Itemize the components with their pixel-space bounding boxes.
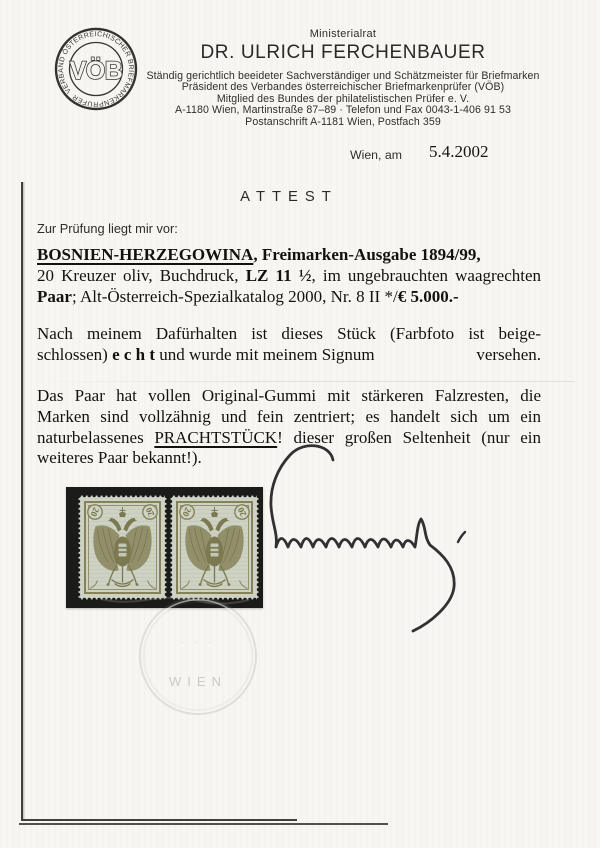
para3-line1: Das Paar hat vollen Original-Gummi mit stärkeren Falzresten, die — [37, 386, 541, 405]
text-segment: naturbelassenes — [37, 427, 155, 447]
letterhead-line: Präsident des Verbandes österreichischer Briefmarkenprüfer (VÖB) — [181, 81, 505, 94]
paragraph-condition — [37, 386, 541, 469]
paragraph-authenticity — [37, 324, 541, 366]
denomination-text: 20 Kreuzer oliv, Buchdruck, — [37, 265, 246, 285]
voeb-logo-seal — [46, 19, 146, 119]
frame-border-left — [21, 182, 23, 821]
dateline-date-value: 5.4.2002 — [429, 142, 489, 161]
pair-text: Paar — [37, 286, 72, 306]
perforation-text: LZ 11 ½ — [245, 265, 312, 285]
catalog-reference: ; Alt-Österreich-Spezialkatalog 2000, Nr. 8 II */ — [71, 286, 398, 306]
voeb-monogram: VÖB — [69, 57, 123, 85]
para3-line4: weiteres Paar bekannt!). — [37, 448, 202, 468]
para2-line1: Nach meinem Dafürhalten ist dieses Stück (Farbfoto ist beige- — [37, 324, 541, 343]
stamp-pair-photo — [66, 487, 263, 608]
seal-ornament-dots: · · · — [180, 637, 216, 648]
logo-ring-text: VERBAND ÖSTERREICHISCHER BRIEFMARKENPRÜFER — [57, 31, 135, 108]
paper-fold-line — [25, 381, 575, 382]
issue-name: , Freimarken-Ausgabe 1894/99, — [253, 245, 481, 264]
attest-intro-line: Zur Prüfung liegt mir vor: — [37, 221, 178, 236]
dateline-place-label: Wien, am — [350, 148, 402, 162]
catalog-value: € 5.000.- — [397, 286, 459, 306]
frame-border-bottom-inner — [21, 819, 297, 821]
paragraph-item-description — [37, 245, 541, 307]
text-segment: schlossen) — [37, 344, 113, 364]
para1-line3 — [37, 287, 541, 308]
para2-line2 — [37, 345, 541, 366]
embossed-seal — [139, 597, 257, 715]
letterhead-pretitle: Ministerialrat — [309, 28, 377, 40]
text-segment: ! dieser großen Seltenheit (nur ein — [277, 427, 541, 447]
seal-text: WIEN — [169, 674, 227, 689]
letterhead-line: Postanschrift A-1181 Wien, Postfach 359 — [245, 115, 441, 128]
para3-line3 — [37, 428, 541, 449]
letterhead-name: DR. ULRICH FERCHENBAUER — [200, 42, 486, 63]
prachtstueck-emphasis: PRACHTSTÜCK — [154, 427, 278, 447]
para2-line2-right: versehen. — [476, 344, 541, 364]
letterhead-lines — [143, 71, 543, 128]
letterhead-line: Mitglied des Bundes der philatelistischen Prüfer e. V. — [216, 92, 470, 105]
stamp-right — [171, 496, 259, 600]
stamp-left — [79, 496, 167, 600]
text-segment: und wurde mit meinem Signum — [155, 344, 375, 364]
para1-line1 — [37, 245, 541, 266]
attest-heading: ATTEST — [240, 189, 338, 205]
letterhead — [143, 28, 543, 128]
letterhead-line: Ständig gerichtlich beeideter Sachverständiger und Schätzmeister für Briefmarken — [146, 70, 540, 82]
frame-border-bottom-outer — [19, 823, 388, 825]
para2-line2-left — [37, 345, 375, 366]
echt-emphasis: e c h t — [112, 344, 156, 364]
para1-line2 — [37, 266, 541, 287]
letterhead-line: A-1180 Wien, Martinstraße 87–89 · Telefon und Fax 0043-1-406 91 53 — [175, 104, 511, 117]
country-name: BOSNIEN-HERZEGOWINA — [37, 245, 254, 264]
condition-text: , im ungebrauchten waagrechten — [311, 265, 542, 285]
para3-line2: Marken sind vollzähnig und fein zentriert; es handelt sich um ein — [37, 406, 541, 426]
